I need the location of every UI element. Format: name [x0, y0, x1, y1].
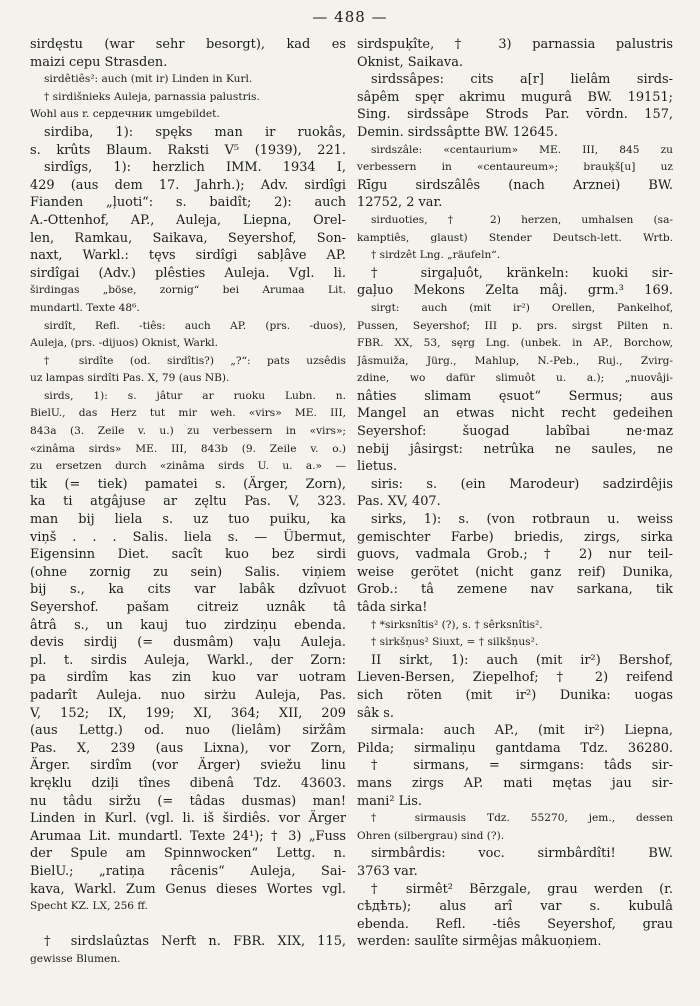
text-line: tâda sirka! [357, 600, 428, 615]
text-line: bij s., ka cits var labâk dzîvuot [30, 582, 346, 598]
text-line: † sirgaļuôt, kränkeln: kuoki sir- [371, 265, 673, 281]
text-line: kręklu dziļi tînes dibenâ Tdz. 43603. [30, 775, 346, 791]
text-line: 429 (aus dem 17. Jahrh.); Adv. sirdîgi [30, 177, 346, 193]
text-line: † sirdzêt Lng. „räufeln“. [371, 249, 501, 262]
text-line: (aus Lettg.) od. nuo (lielâm) siržâm [30, 723, 346, 739]
text-line: † sirmêt² Bērzgale, grau werden (r. [371, 881, 673, 897]
text-line: zu ersetzen durch «zinâma sirds U. u. a.» — [30, 460, 346, 473]
text-line: † sirkšņus² Siuxt, = † silkšņus². [371, 636, 539, 649]
text-line: FBR. XX, 53, sęrg Lng. (unbek. in AP., Borchow, [357, 337, 673, 350]
text-line: gemischter Farbe) briedis, zirgs, sirka [357, 529, 673, 545]
text-line: sirdiba, 1): spęks man ir ruokâs, [44, 124, 346, 140]
text-line: Pussen, Seyershof; III p. prs. sirgst Pilten n. [357, 319, 673, 332]
text-line: sâk s. [357, 705, 394, 721]
text-line: sirdît, Refl. -tiês: auch AP. (prs. -duos), [44, 319, 346, 332]
text-line: pl. t. sirdis Auleja, Warkl., der Zorn: [30, 652, 346, 668]
text-line: sirdssâpes: cits a[r] lielâm sirds- [371, 72, 673, 88]
text-line: sirdęstu (war sehr besorgt), kad es [30, 37, 346, 52]
text-line: kava, Warkl. Zum Genus dieses Wortes vgl. [30, 881, 346, 897]
text-line: der Spule am Spinnwocken“ Lettg. n. [30, 846, 346, 862]
text-line: † sirdslaûztas Nerft n. FBR. XIX, 115, [44, 934, 346, 950]
text-line: sirks, 1): s. (von rotbraun u. weiss [371, 512, 673, 528]
text-line: 12752, 2 var. [357, 195, 443, 211]
text-line: sirdszâle: «centaurium» ME. III, 845 zu [371, 143, 673, 156]
text-line: † *sirksnîtis² (?), s. † sêrksnîtis². [371, 618, 543, 631]
text-line: Pas. X, 239 (aus Lixna), vor Zorn, [30, 740, 346, 756]
text-line: man bij liela s. uz tuo puiku, ka [30, 512, 346, 528]
text-line: Ohren (silbergrau) sind (?). [357, 829, 505, 842]
text-line: Seyershof. pašam citreiz uznâk tâ [30, 600, 346, 615]
text-line: Lieven-Bersen, Ziepelhof; † 2) reifend [357, 670, 673, 686]
left-column [30, 36, 346, 968]
text-line: pa sirdîm kas zin kuo var uotram [30, 670, 346, 686]
text-line: (ohne zornig zu sein) Salis. viņiem [30, 564, 346, 580]
text-line: Jâsmuiža, Jürg., Mahlup, N.-Peb., Ruj., Zvirg- [357, 354, 673, 367]
text-line: Wohl aus r. сердечник umgebildet. [30, 108, 220, 121]
text-line: nu tâdu siržu (= tâdas dusmas) man! [30, 793, 346, 809]
text-line: Seyershof: šuogad labîbai ne·maz [357, 424, 673, 440]
text-line: sirgt: auch (mit ir²) Orellen, Pankelhof, [371, 301, 673, 314]
text-line: nâties slimam ęsuot“ Sermus; aus [357, 388, 673, 404]
text-line: Auleja, (prs. -dijuos) Oknist, Warkl. [30, 337, 219, 350]
text-line: verbessern in «centaureum»; brauķš[u] uz [357, 161, 673, 174]
text-line: Ärger. sirdîm (vor Ärger) sviežu linu [30, 758, 346, 774]
text-line: sirduoties, † 2) herzen, umhalsen (sa- [371, 213, 673, 226]
text-line: werden: saulîte sirmêjas mâkuoņiem. [357, 934, 602, 950]
text-line: Oknist, Saikava. [357, 54, 463, 70]
text-line: II sirkt, 1): auch (mit ir²) Bershof, [371, 652, 673, 668]
text-line: «zinâma sirds» ME. III, 843b (9. Zeile v. o.) [30, 442, 346, 455]
text-line: V, 152; IX, 199; XI, 364; XII, 209 [30, 705, 346, 721]
text-line: A.-Ottenhof, AP., Auleja, Liepna, Orel- [30, 212, 346, 228]
text-line: širdingas „böse, zornig“ bei Arumaa Lit. [30, 284, 346, 297]
text-line: ka ti atgâjuse ar zęltu Pas. V, 323. [30, 494, 346, 510]
right-column [357, 36, 673, 951]
text-line: sirds, 1): s. jâtur ar ruoku Lubn. n. [44, 389, 346, 402]
text-line: Sing. sirdssâpe Strods Par. vōrdn. 157, [357, 107, 673, 123]
text-line: sich röten (mit ir²) Dunika: uogas [357, 687, 673, 703]
text-line: † sirdîte (od. sirdîtis?) „?“: pats uzsêdis [44, 354, 346, 367]
text-line: † sirdišnieks Auleja, parnassia palustris. [44, 90, 260, 103]
text-line: maizi cepu Strasden. [30, 54, 168, 70]
text-line: 3763 var. [357, 863, 418, 879]
text-line: 843a (3. Zeile v. u.) zu verbessern in «virs»; [30, 425, 346, 438]
page-number: — 488 — [312, 8, 388, 26]
text-line: guovs, vadmala Grob.; † 2) nur teil- [357, 547, 673, 563]
text-line: mundartl. Texte 48⁶. [30, 301, 140, 314]
text-line: BielU.; „ratiņa râcenis“ Auleja, Sai- [30, 863, 346, 879]
text-line: mans zirgs AP. mati mętas jau sir- [357, 775, 673, 791]
text-line: Pas. XV, 407. [357, 494, 441, 510]
text-line: padarît Auleja. nuo sirżu Auleja, Pas. [30, 687, 346, 703]
text-line: Grob.: tâ zemene nav sarkana, tik [357, 582, 673, 598]
text-line: sirdîgs, 1): herzlich IMM. 1934 I, [44, 160, 346, 176]
text-line: kamptiês, glaust) Stender Deutsch-lett. Wrtb. [357, 231, 673, 244]
text-line: сѣдѣть); alus arî var s. kubulâ [357, 899, 673, 915]
text-line: Specht KZ. LX, 256 ff. [30, 900, 148, 913]
text-line: ebenda. Refl. -tiês Seyershof, grau [357, 916, 673, 932]
text-line: zdine, wo dafür slimuôt u. a.); „nuovâji- [357, 372, 673, 385]
text-line: gaļuo Mekons Zelta mâj. grm.³ 169. [357, 283, 673, 299]
text-line: Mangel an etwas nicht recht gedeihen [357, 406, 673, 422]
text-line: † sirmausis Tdz. 55270, jem., dessen [371, 812, 673, 825]
text-line: Demin. sirdssâptte BW. 12645. [357, 124, 558, 140]
text-line [30, 916, 346, 934]
text-line: Rīgu sirdszâlês (nach Arznei) BW. [357, 177, 673, 193]
text-line: uz lampas sirdîti Pas. X, 79 (aus NB). [30, 372, 230, 385]
text-line: sirdêtiês²: auch (mit ir) Linden in Kurl. [44, 73, 253, 86]
text-line: gewisse Blumen. [30, 952, 121, 965]
text-line: BielU., das Herz tut mir weh. «virs» ME. III, [30, 407, 346, 420]
text-line: Linden in Kurl. (vgl. li. iš širdiês. vor Ärger [30, 811, 346, 827]
text-line: † sirmans, = sirmgans: tâds sir- [371, 758, 673, 774]
text-line: naxt, Warkl.: tęvs sirdîgi sabļâve AP. [30, 248, 346, 264]
text-line: sirdîgai (Adv.) plêsties Auleja. Vgl. li. [30, 265, 346, 281]
text-line: devis sirdij (= dusmâm) vaļu Auleja. [30, 635, 346, 651]
text-line: viņš . . . Salis. liela s. — Übermut, [30, 529, 346, 545]
text-line: mani² Lis. [357, 793, 422, 809]
text-line: sirdspuķîte, † 3) parnassia palustris [357, 37, 673, 52]
text-line: lietus. [357, 459, 398, 475]
text-line: Pilda; sirmaliņu gantdama Tdz. 36280. [357, 740, 673, 756]
text-line: sirmbârdis: voc. sirmbârdîti! BW. [371, 846, 673, 862]
text-line: Eigensinn Diet. sacît kuo bez sirdi [30, 547, 346, 563]
text-line: sâpêm spęr akrimu mugurâ BW. 19151; [357, 89, 673, 105]
text-line: nebij jâsirgst: netrûka ne saules, ne [357, 441, 673, 457]
text-line: s. krûts Blaum. Raksti V⁵ (1939), 221. [30, 142, 346, 158]
text-line: âtrâ s., un kauj tuo zirdziņu ebenda. [30, 617, 346, 633]
text-line: siris: s. (ein Marodeur) sadzirdêjis [371, 476, 673, 492]
text-line: len, Ramkau, Saikava, Seyershof, Son- [30, 230, 346, 246]
text-line: Fianden „ļuoti“: s. baidît; 2): auch [30, 195, 346, 211]
text-line: Arumaa Lit. mundartl. Texte 24¹); † 3) „Fuss [30, 828, 346, 844]
text-line: weise gerötet (nicht ganz reif) Dunika, [357, 564, 673, 580]
text-line: tik (= tiek) pamatei s. (Ärger, Zorn), [30, 476, 346, 492]
text-line: sirmala: auch AP., (mit ir²) Liepna, [371, 723, 673, 739]
